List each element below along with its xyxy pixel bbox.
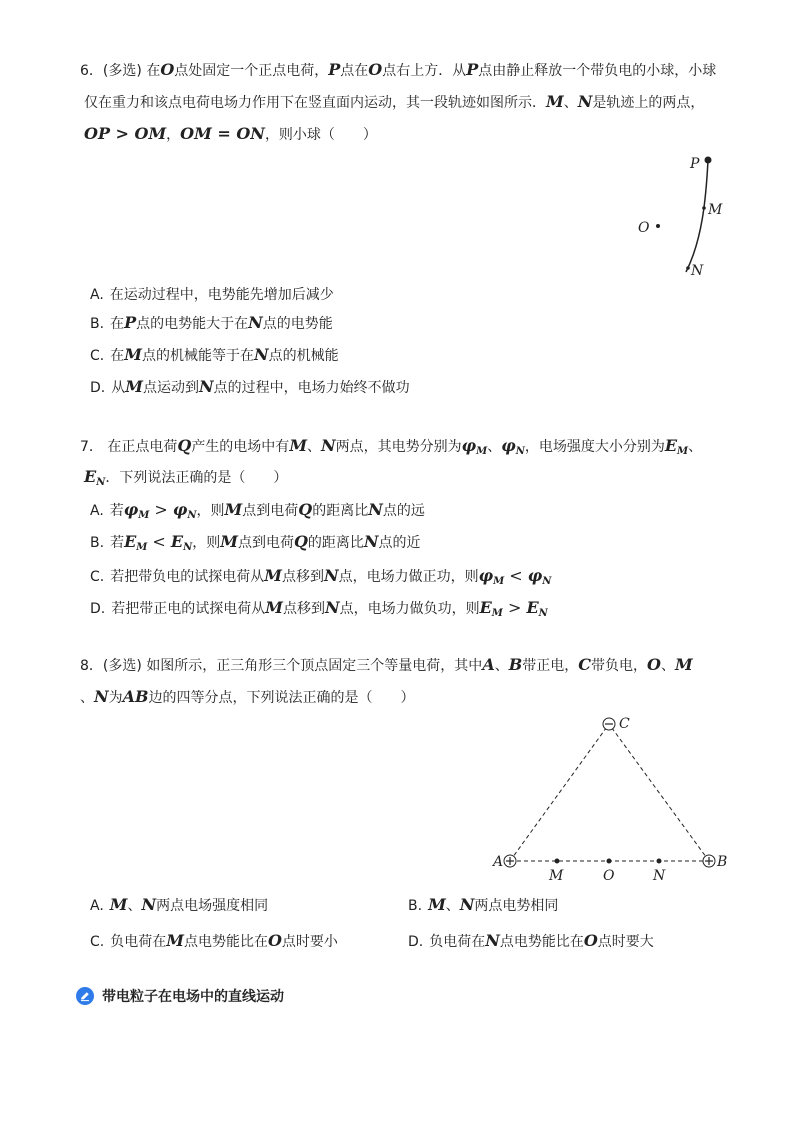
label-A: A [493, 854, 504, 870]
q6-option-c[interactable]: C. 在M点的机械能等于在N点的机械能 [90, 345, 339, 364]
q6-line3: OP > OM，OM = ON，则小球（ ） [84, 124, 377, 143]
point-M [702, 206, 706, 210]
q7-option-c[interactable]: C. 若把带负电的试探电荷从M点移到N点，电场力做正功，则$\varphi_M < \varphi_N$ [90, 566, 552, 587]
q7-option-a[interactable]: A. 若$\varphi_M > \varphi_N$，则M点到电荷Q的距离比N点的远 [90, 500, 425, 521]
point-P [705, 157, 712, 164]
section-heading [76, 986, 284, 1006]
charge-A-positive [504, 855, 516, 867]
point-M [555, 859, 560, 864]
point-O [656, 224, 660, 228]
label-B: B [717, 854, 728, 870]
q7-option-d[interactable]: D. 若把带正电的试探电荷从M点移到N点，电场力做负功，则$E_M > E_N$ [90, 598, 548, 619]
label-N: N [653, 868, 666, 884]
trajectory-curve [686, 160, 708, 272]
q8-option-c[interactable]: C. 负电荷在M点电势能比在O点时要小 [90, 931, 338, 950]
q6-option-a[interactable]: A. 在运动过程中，电势能先增加后减少 [90, 287, 334, 303]
label-O: O [603, 868, 615, 884]
q6-line1: 6．(多选) 在O点处固定一个正点电荷，P点在O点右上方．从P点由静止释放一个带负电的小球，小球 [80, 60, 717, 79]
label-P: P [690, 156, 700, 172]
point-O [607, 859, 612, 864]
label-C: C [619, 716, 630, 732]
q8-line1: 8．(多选) 如图所示，正三角形三个顶点固定三个等量电荷，其中A、B带正电，C带负电，O、M [80, 655, 693, 674]
side-BC [609, 724, 709, 861]
q8-triangle-figure [488, 708, 738, 888]
q6-trajectory-figure [630, 150, 750, 290]
pencil-icon [76, 987, 94, 1005]
q7-option-b[interactable]: B. 若$E_M < E_N$，则M点到电荷Q的距离比N点的近 [90, 532, 421, 553]
label-N: N [691, 263, 704, 279]
q8-line2: 、N为AB边的四等分点，下列说法正确的是（ ） [80, 687, 415, 706]
q7-line2: $E_N$．下列说法正确的是（ ） [84, 467, 288, 488]
q8-option-a[interactable]: A. M、N两点电场强度相同 [90, 895, 269, 914]
q8-option-b[interactable]: B. M、N两点电势相同 [408, 895, 559, 914]
label-O: O [638, 220, 650, 236]
charge-B-positive [703, 855, 715, 867]
label-M: M [549, 868, 564, 884]
q6-option-d[interactable]: D. 从M点运动到N点的过程中，电场力始终不做功 [90, 377, 410, 396]
q6-line2: 仅在重力和该点电荷电场力作用下在竖直面内运动，其一段轨迹如图所示．M、N是轨迹上的两点， [84, 92, 705, 111]
point-N [686, 266, 690, 270]
charge-C-negative [603, 718, 615, 730]
q7-line1: 7． 在正点电荷Q产生的电场中有M、N两点，其电势分别为$\varphi_M$、$\varphi_N$，电场强度大小分别为$E_M$、 [80, 436, 703, 457]
side-AC [510, 724, 609, 861]
point-N [657, 859, 662, 864]
q8-option-d[interactable]: D. 负电荷在N点电势能比在O点时要大 [408, 931, 654, 950]
label-M: M [708, 202, 723, 218]
section-title: 带电粒子在电场中的直线运动 [102, 989, 284, 1005]
q6-option-b[interactable]: B. 在P点的电势能大于在N点的电势能 [90, 313, 333, 332]
